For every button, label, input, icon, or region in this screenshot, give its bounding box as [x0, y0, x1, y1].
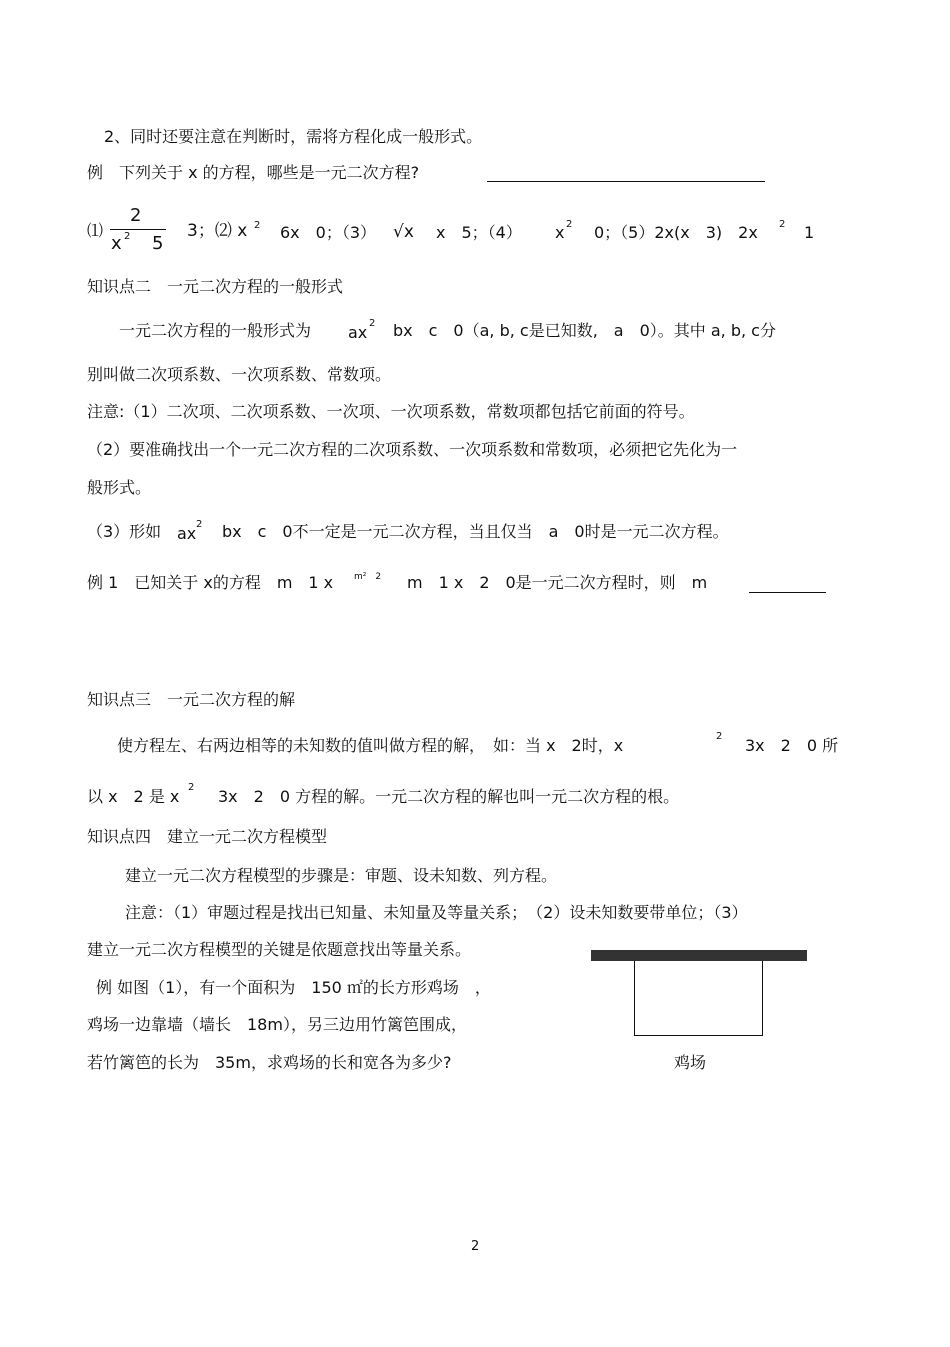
- kp3-p1-exp: 2: [716, 731, 723, 742]
- example-1-blank: [749, 592, 826, 593]
- kp2-p2: 别叫做二次项系数、一次项系数、常数项。: [87, 365, 392, 384]
- example-2-line3: 若竹篱笆的长为 35m，求鸡场的长和宽各为多少?: [87, 1053, 452, 1072]
- note-3-exp: 2: [196, 519, 203, 530]
- eq1-den-exp: 2: [124, 231, 131, 242]
- kp4-p3: 建立一元二次方程模型的关键是依题意找出等量关系。: [87, 940, 472, 959]
- kp3-p1-b: 3x 2 0 所: [745, 736, 839, 755]
- page-number: 2: [471, 1239, 480, 1254]
- example-prompt: 例 下列关于 x 的方程，哪些是一元二次方程?: [87, 163, 420, 182]
- fraction-bar: [110, 229, 166, 230]
- answer-blank: [487, 181, 765, 182]
- note-2a: （2）要准确找出一个一元二次方程的二次项系数、一次项系数和常数项，必须把它先化为一: [87, 440, 738, 459]
- note-3-ax: ax: [177, 524, 197, 543]
- kp3-p2-a: 以 x 2 是 x: [87, 787, 180, 806]
- eq4-exp: 2: [566, 219, 573, 230]
- eq4-rest: 0；（5）2x(x 3) 2x: [594, 223, 758, 242]
- kp3-p2-b: 3x 2 0 方程的解。一元二次方程的解也叫一元二次方程的根。: [218, 787, 680, 806]
- kp2-p1-b: bx c 0（a, b, c是已知数, a 0）。其中 a, b, c分: [393, 321, 776, 340]
- eq5-rest: 1: [804, 223, 815, 242]
- eq1-fraction: [108, 206, 168, 256]
- kp2-title: 知识点二 一元二次方程的一般形式: [87, 277, 344, 296]
- eq1-label: ⑴: [87, 221, 104, 240]
- line-2: 2、同时还要注意在判断时，需将方程化成一般形式。: [104, 127, 483, 146]
- wall: [591, 950, 807, 961]
- note-1: 注意:（1）二次项、二次项系数、一次项、一次项系数，常数项都包括它前面的符号。: [87, 402, 695, 421]
- eq1-rhs: 3；⑵ x: [187, 221, 248, 241]
- example-1-a: 例 1 已知关于 x的方程 m 1 x: [87, 573, 334, 592]
- figure-caption: 鸡场: [674, 1053, 707, 1072]
- eq5-exp: 2: [779, 219, 786, 230]
- kp3-title: 知识点三 一元二次方程的解: [87, 690, 296, 709]
- note-3a: （3）形如: [87, 522, 162, 541]
- kp4-title: 知识点四 建立一元二次方程模型: [87, 827, 328, 846]
- kp2-p1-a: 一元二次方程的一般形式为: [119, 321, 312, 340]
- note-3b: bx c 0不一定是一元二次方程，当且仅当 a 0时是一元二次方程。: [222, 522, 729, 541]
- kp4-p2: 注意：（1）审题过程是找出已知量、未知量及等量关系； （2）设未知数要带单位；（3）: [125, 903, 748, 922]
- eq1-den-x: x: [111, 233, 122, 254]
- kp3-p1-a: 使方程左、右两边相等的未知数的值叫做方程的解， 如：当 x 2时，x: [117, 736, 624, 755]
- kp3-p2-exp: 2: [188, 782, 195, 793]
- kp2-p1-exp: 2: [369, 318, 376, 329]
- note-2b: 般形式。: [87, 478, 152, 497]
- example-1-b: m 1 x 2 0是一元二次方程时，则 m: [407, 573, 708, 592]
- eq2-exp: 2: [254, 220, 261, 231]
- eq1-numerator: 2: [130, 205, 142, 226]
- eq4-x: x: [555, 223, 565, 242]
- coop-fence: [634, 961, 763, 1036]
- eq3-sqrt: √x: [393, 222, 414, 242]
- eq2-rest: 6x 0；（3）: [280, 223, 377, 242]
- eq1-den-5: 5: [152, 233, 164, 254]
- example-2-line2: 鸡场一边靠墙（墙长 18m），另三边用竹篱笆围成，: [87, 1015, 467, 1034]
- eq3-rest: x 5；（4）: [436, 223, 522, 242]
- kp4-p1: 建立一元二次方程模型的步骤是：审题、设未知数、列方程。: [125, 866, 558, 885]
- example-1-exp: m² 2: [354, 572, 382, 582]
- kp2-p1-ax: ax: [348, 323, 368, 342]
- example-2-line1: 例 如图（1），有一个面积为 150 ㎡的长方形鸡场 ，: [96, 978, 491, 997]
